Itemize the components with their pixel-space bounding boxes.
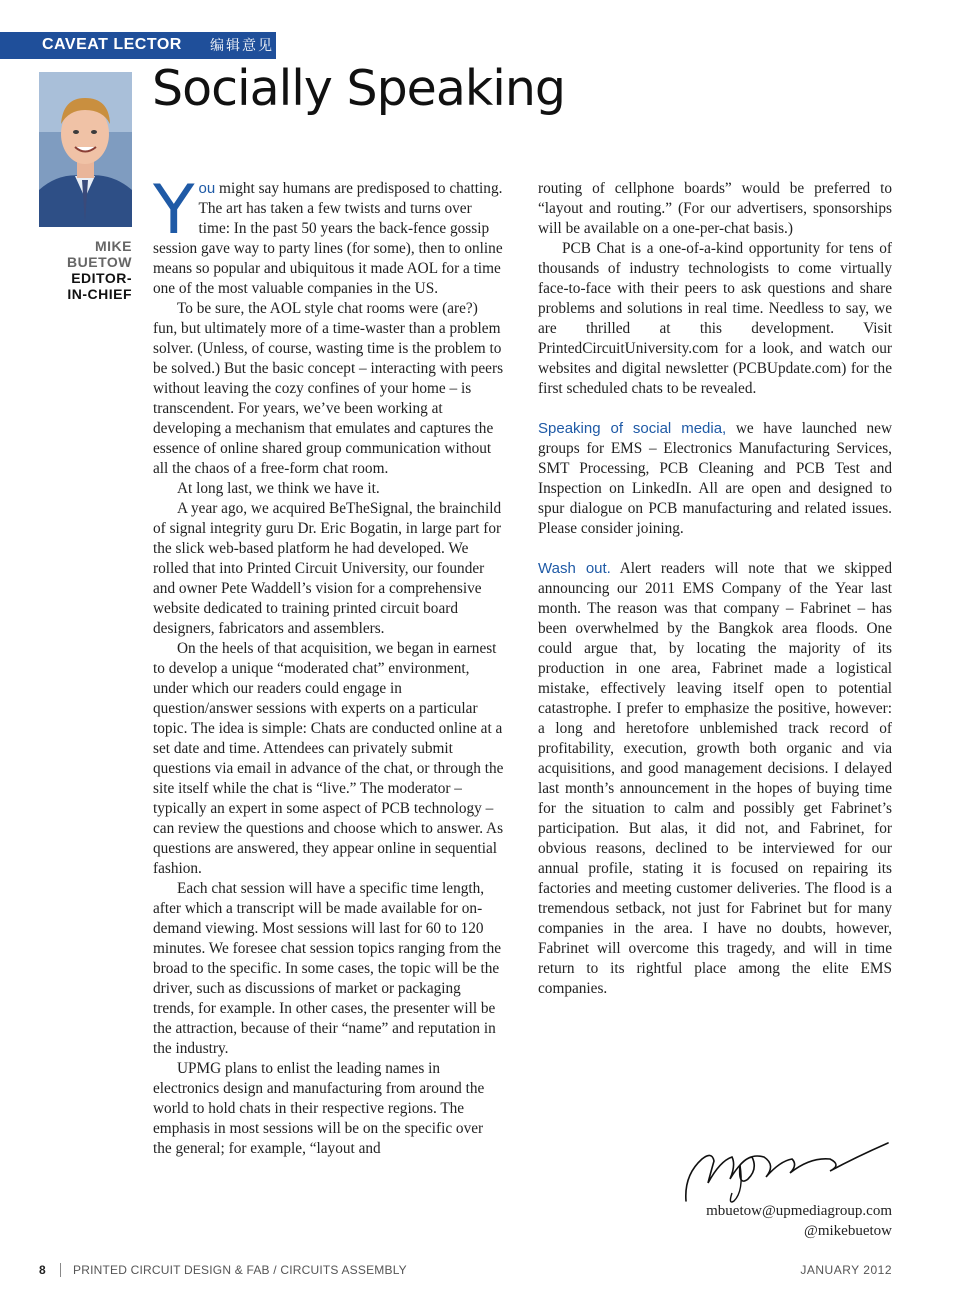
section-name-chinese: 编辑意见 [210, 38, 274, 54]
article-paragraph-text: might say humans are predisposed to chatting. The art has taken a few twists and turns over time: In the past 50 years the back-fence gossip session gave way to party lines (for some), then to online means so popular and ubiquitous it made AOL for a time one of the most valuable companies in the US. [153, 180, 503, 297]
author-photo [39, 72, 132, 227]
article-paragraph: On the heels of that acquisition, we began in earnest to develop a unique “moderated chat” environment, under which our readers could engage in question/answer sessions with experts on a particular topic. The idea is simple: Chats are conducted online at a set date and time. Attendees can privately submit questions via email in advance of the chat, or through the site itself while the chat is “live.” The moderator – typically an expert in some aspect of PCB technology – can review the questions and choose which to answer. As questions are answered, they appear online in sequential fashion. [153, 640, 504, 877]
author-role-line1: EDITOR- [71, 270, 132, 286]
article-paragraph: routing of cellphone boards” would be preferred to “layout and routing.” (For our advertisers, sponsorships will be available on a one-per-chat basis.) [538, 180, 892, 237]
article-paragraph [538, 559, 892, 999]
author-role-line2: IN-CHIEF [67, 286, 132, 302]
article-column-left [153, 171, 505, 1159]
article-paragraph [538, 419, 892, 539]
article-paragraph: At long last, we think we have it. [177, 480, 380, 497]
article-paragraph-text: Alert readers will note that we skipped announcing our 2011 EMS Company of the Year last month. The reason was that company – Fabrinet – has been overwhelmed by the Bangkok area floods. One could argue that, by locating the majority of its production in one area, Fabrinet made a logistical mistake, effectively leaving itself open to potential catastrophe. I prefer to emphasize the positive, however: a long and heretofore unblemished track record of profitability, execution, growth both organic and via acquisitions, and good management decisions. I delayed last month’s announcement in the hopes of buying time for the situation to calm and possibly get Fabrinet’s participation. But alas, it did not, and Fabrinet, for obvious reasons, declined to be interviewed for our annual profile, stating it is focused on repairing its factories and meeting customer deliveries. The flood is a tremendous setback, not just for Fabrinet but for many companies in the area. I have no doubts, however, Fabrinet will overcome this tragedy, and will in time return to its rightful place among the elite EMS companies. [538, 560, 892, 997]
publication-name: PRINTED CIRCUIT DESIGN & FAB / CIRCUITS ASSEMBLY [73, 1263, 407, 1277]
lead-in-heading: Wash out. [538, 560, 611, 577]
issue-date: JANUARY 2012 [800, 1263, 892, 1277]
author-email: mbuetow@upmediagroup.com [706, 1203, 892, 1219]
lead-in-heading: Speaking of social media, [538, 420, 727, 437]
article-column-right [538, 179, 892, 999]
drop-cap: Y [153, 171, 195, 250]
author-byline [40, 238, 132, 302]
section-header-bar [0, 32, 276, 59]
contact-block [706, 1201, 892, 1241]
article-paragraph [153, 171, 505, 299]
page-footer [0, 1263, 960, 1279]
author-twitter-handle: @mikebuetow [804, 1223, 892, 1239]
page-title: Socially Speaking [152, 60, 565, 117]
article-paragraph: PCB Chat is a one-of-a-kind opportunity for tens of thousands of industry technologists to come virtually face-to-face with their peers to ask questions and share problems and solutions in real time. Needless to say, we are thrilled at this development. Visit PrintedCircuitUniversity.com for a look, and watch our websites and digital newsletter (PCBUpdate.com) for the first scheduled chats to be revealed. [538, 240, 892, 397]
page-number: 8 [39, 1263, 46, 1277]
section-name: CAVEAT LECTOR [42, 36, 182, 53]
article-paragraph-text: we have launched new groups for EMS – Electronics Manufacturing Services, SMT Processing, PCB Cleaning and PCB Test and Inspection on LinkedIn. All are open and designed to spur dialogue on PCB manufacturing and related issues. Please consider joining. [538, 420, 892, 537]
author-signature [680, 1135, 895, 1207]
article-paragraph: UPMG plans to enlist the leading names in electronics design and manufacturing from around the world to hold chats in their respective regions. The emphasis in most sessions will be on the specific over the general; for example, “layout and [153, 1060, 485, 1157]
footer-divider [60, 1263, 61, 1277]
author-name-last: BUETOW [67, 254, 132, 270]
drop-cap-continuation: ou [198, 180, 216, 197]
author-name-first: MIKE [95, 238, 132, 254]
article-paragraph: A year ago, we acquired BeTheSignal, the brainchild of signal integrity guru Dr. Eric Bogatin, in large part for the slick web-based platform he had developed. We rolled that into Printed Circuit University, our founder and owner Pete Waddell’s vision for a comprehensive website dedicated to training printed circuit board designers, fabricators and assemblers. [153, 500, 502, 637]
article-paragraph: Each chat session will have a specific time length, after which a transcript will be made available for on-demand viewing. Most sessions will last for 60 to 120 minutes. We foresee chat session topics ranging from the broad to the specific. In some cases, the topic will be the driver, such as discussions of market or packaging trends, for example. In other cases, the presenter will be the attraction, because of their “name” and reputation in the industry. [153, 880, 502, 1057]
article-paragraph: To be sure, the AOL style chat rooms were (are?) fun, but ultimately more of a time-waster than a problem solver. (Unless, of course, wasting time is the problem to be solved.) But the basic concept – interacting with peers without leaving the cozy confines of your home – is transcendent. For years, we’ve been working at developing a mechanism that emulates and captures the essence of online shared group communication without all the chaos of a free-form chat room. [153, 300, 504, 477]
